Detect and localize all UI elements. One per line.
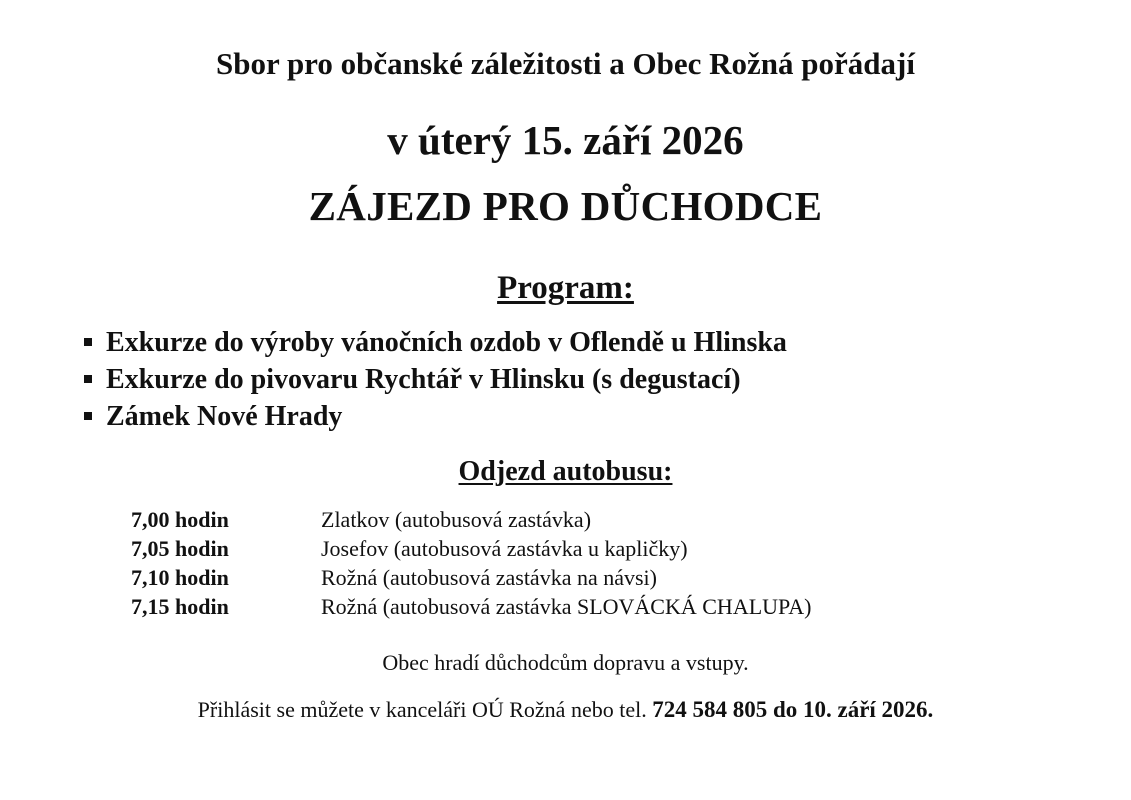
program-item: Zámek Nové Hrady bbox=[82, 398, 787, 435]
bullet-square-icon bbox=[84, 338, 92, 346]
departure-time: 7,05 hodin bbox=[131, 536, 229, 561]
signup-text: Přihlásit se můžete v kanceláři OÚ Rožná nebo tel. bbox=[197, 697, 647, 722]
program-item: Exkurze do pivovaru Rychtář v Hlinsku (s degustací) bbox=[82, 361, 787, 398]
event-date: v úterý 15. září 2026 bbox=[387, 117, 744, 163]
event-title: ZÁJEZD PRO DŮCHODCE bbox=[308, 183, 823, 229]
departure-place: Zlatkov (autobusová zastávka) bbox=[321, 507, 592, 532]
coverage-note: Obec hradí důchodcům dopravu a vstupy. bbox=[382, 650, 749, 675]
departure-place: Rožná (autobusová zastávka SLOVÁCKÁ CHALUPA) bbox=[321, 594, 812, 619]
departure-place: Josefov (autobusová zastávka u kapličky) bbox=[321, 536, 688, 561]
signup-contact: 724 584 805 do 10. září 2026. bbox=[652, 697, 934, 722]
signup-note bbox=[0, 697, 1131, 723]
bullet-square-icon bbox=[84, 375, 92, 383]
departure-place: Rožná (autobusová zastávka na návsi) bbox=[321, 565, 657, 590]
program-heading: Program: bbox=[497, 270, 634, 306]
bullet-square-icon bbox=[84, 412, 92, 420]
departure-time: 7,10 hodin bbox=[131, 565, 229, 590]
departure-schedule bbox=[131, 505, 811, 621]
departure-time: 7,00 hodin bbox=[131, 507, 229, 532]
departure-time: 7,15 hodin bbox=[131, 594, 229, 619]
organizer-line: Sbor pro občanské záležitosti a Obec Rožná pořádají bbox=[216, 46, 915, 81]
departure-row bbox=[131, 563, 811, 592]
departure-row bbox=[131, 592, 811, 621]
departure-heading: Odjezd autobusu: bbox=[458, 456, 673, 487]
departure-row bbox=[131, 505, 811, 534]
departure-row bbox=[131, 534, 811, 563]
program-list bbox=[82, 324, 787, 435]
program-item: Exkurze do výroby vánočních ozdob v Oflendě u Hlinska bbox=[82, 324, 787, 361]
